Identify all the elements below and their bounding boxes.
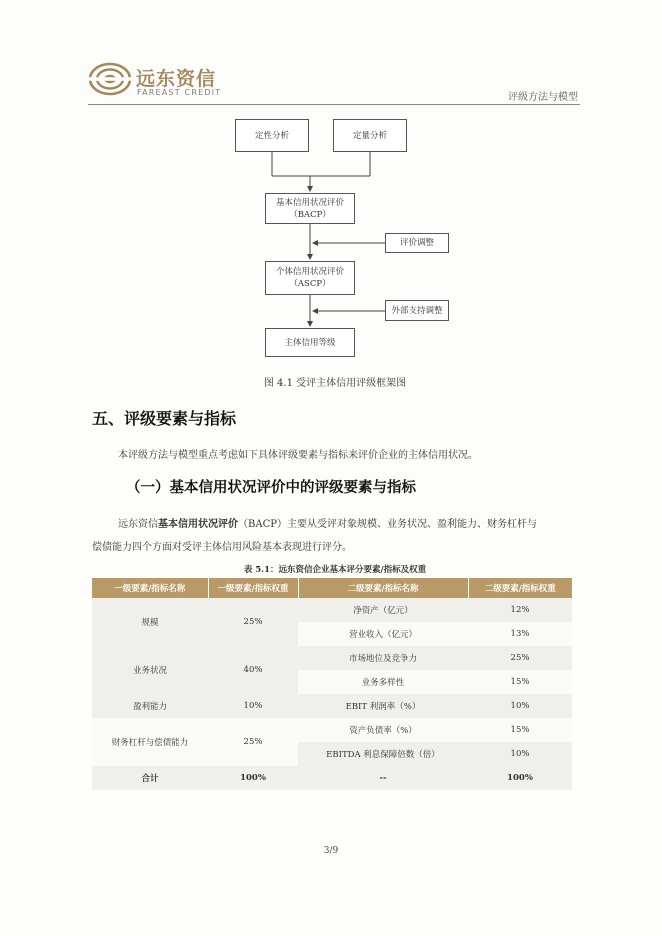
scoring-table — [92, 578, 572, 790]
para-text-rest: （BACP）主要从受评对象规模、业务状况、盈利能力、财务杠杆与 — [238, 519, 537, 530]
flow-external-box — [385, 300, 449, 321]
table-caption: 表 5.1：远东资信企业基本评分要素/指标及权重 — [243, 565, 427, 575]
table-row — [92, 646, 572, 670]
flow-external-label: 外部支持调整 — [391, 305, 443, 316]
total-label: 合计 — [92, 766, 208, 790]
section-heading: 五、评级要素与指标 — [92, 409, 237, 428]
level1-name: 盈利能力 — [92, 694, 208, 718]
level2-name: 营业收入（亿元） — [298, 622, 468, 646]
level2-name: 业务多样性 — [298, 670, 468, 694]
flow-adjust-label: 评价调整 — [399, 238, 434, 248]
level1-name: 业务状况 — [92, 646, 208, 694]
level1-weight: 10% — [208, 694, 298, 718]
flow-ascp-line2: （ASCP） — [289, 279, 331, 289]
flow-quantitative-box — [333, 119, 407, 152]
level1-weight: 25% — [208, 718, 298, 766]
table-header-row — [92, 578, 572, 598]
level1-weight: 25% — [208, 598, 298, 646]
flow-adjust-box — [385, 233, 449, 253]
flow-bacp-box — [265, 193, 355, 224]
header-cell: 二级要素/指标名称 — [298, 578, 468, 598]
header-cell: 一级要素/指标权重 — [208, 578, 298, 598]
flow-bacp-line1: 基本信用状况评价 — [275, 197, 344, 208]
subsection-heading: （一）基本信用状况评价中的评级要素与指标 — [126, 480, 416, 496]
page-number: 3/9 — [323, 846, 339, 856]
subsection-paragraph-line2: 偿债能力四个方面对受评主体信用风险基本表现进行评分。 — [92, 542, 352, 553]
level2-name: EBIT 利润率（%） — [298, 694, 468, 718]
level1-weight: 40% — [208, 646, 298, 694]
para-text-start: 远东资信 — [118, 519, 158, 530]
total-weight2: 100% — [468, 766, 572, 790]
flow-final-box — [265, 328, 355, 357]
level2-name: 净资产（亿元） — [298, 598, 468, 622]
header-divider — [88, 104, 580, 105]
flow-bacp-line2: （BACP） — [289, 209, 331, 220]
level2-weight: 10% — [468, 694, 572, 718]
flow-ascp-line1: 个体信用状况评价 — [275, 267, 344, 277]
level2-weight: 15% — [468, 718, 572, 742]
level1-name: 财务杠杆与偿债能力 — [92, 718, 208, 766]
table-row — [92, 718, 572, 742]
total-weight1: 100% — [208, 766, 298, 790]
total-dash: -- — [298, 766, 468, 790]
level2-weight: 12% — [468, 598, 572, 622]
header-cell: 二级要素/指标权重 — [468, 578, 572, 598]
para-bold-term: 基本信用状况评价 — [158, 519, 238, 530]
level2-weight: 10% — [468, 742, 572, 766]
brand-name-cn: 远东资信 — [136, 68, 217, 90]
figure-caption: 图 4.1 受评主体信用评级框架图 — [263, 378, 407, 389]
flow-final-label: 主体信用等级 — [284, 337, 336, 348]
flow-qualitative-box — [235, 119, 309, 152]
level2-name: EBITDA 利息保障倍数（倍） — [298, 742, 468, 766]
section-intro-paragraph: 本评级方法与模型重点考虑如下具体评级要素与指标来评价企业的主体信用状况。 — [118, 450, 478, 461]
level2-name: 资产负债率（%） — [298, 718, 468, 742]
table-row — [92, 598, 572, 622]
flow-quantitative-label: 定量分析 — [352, 130, 387, 141]
level2-weight: 13% — [468, 622, 572, 646]
level1-name: 规模 — [92, 598, 208, 646]
header-section-title: 评级方法与模型 — [508, 92, 578, 103]
brand-name-en: FAREAST CREDIT — [137, 88, 222, 97]
flow-ascp-box — [265, 261, 355, 295]
table-total-row — [92, 766, 572, 790]
level2-weight: 15% — [468, 670, 572, 694]
subsection-paragraph-line1 — [118, 515, 537, 530]
level2-weight: 25% — [468, 646, 572, 670]
fareast-logo-icon — [88, 61, 132, 97]
level2-name: 市场地位及竞争力 — [298, 646, 468, 670]
flow-qualitative-label: 定性分析 — [254, 130, 289, 141]
table-row — [92, 694, 572, 718]
header-cell: 一级要素/指标名称 — [92, 578, 208, 598]
